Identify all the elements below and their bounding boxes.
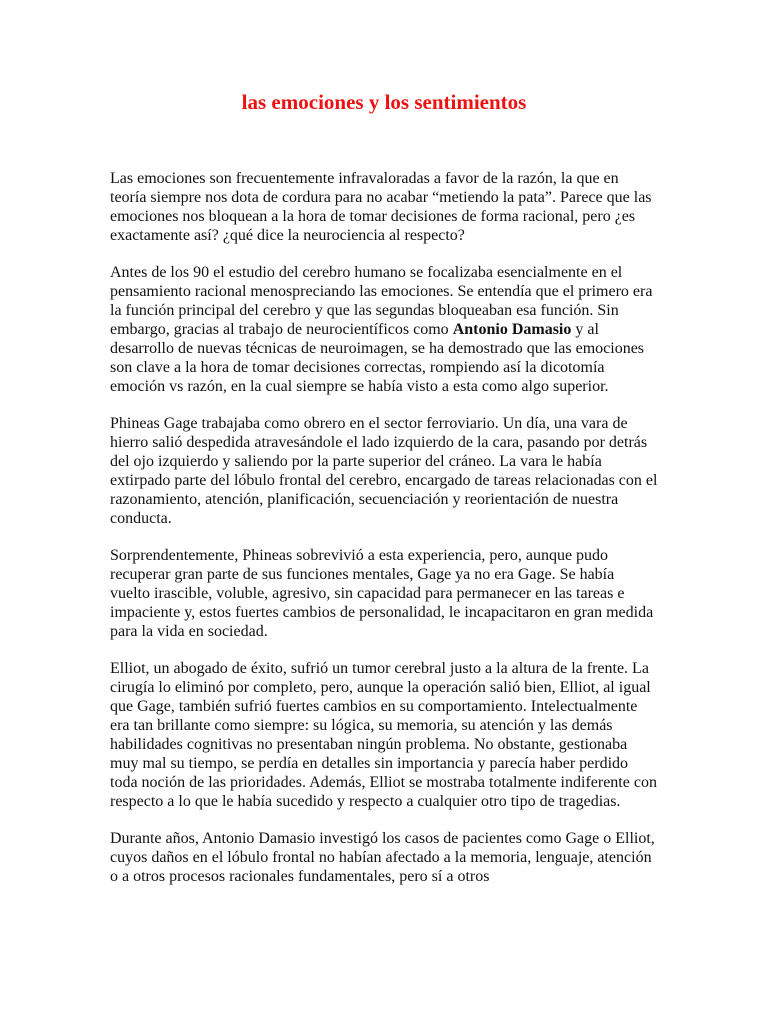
author-name-bold: Antonio Damasio <box>452 321 572 338</box>
paragraph-damasio-text-after: y al desarrollo de nuevas técnicas de neuroimagen, se ha demostrado que las emociones son clave a la hora de tomar decisiones correctas, rompiendo así la dicotomía emoción vs razón, en la cual siempre se había visto a esta como algo superior. <box>110 321 645 395</box>
paragraph-intro: Las emociones son frecuentemente infravaloradas a favor de la razón, la que en teoría siempre nos dota de cordura para no acabar “metiendo la pata”. Parece que las emociones nos bloquean a la hora de tomar decisiones de forma racional, pero ¿es exactamente así? ¿qué dice la neurociencia al respecto? <box>110 170 652 244</box>
paragraph-phineas-gage: Phineas Gage trabajaba como obrero en el sector ferroviario. Un día, una vara de hierro salió despedida atravesándole el lado izquierdo de la cara, pasando por detrás del ojo izquierdo y saliendo por la parte superior del cráneo. La vara le había extirpado parte del lóbulo frontal del cerebro, encargado de tareas relacionadas con el razonamiento, atención, planificación, secuenciación y reorientación de nuestra conducta. <box>110 415 658 527</box>
document-body <box>110 169 658 904</box>
paragraph-damasio-text-before: Antes de los 90 el estudio del cerebro humano se focalizaba esencialmente en el pensamiento racional menospreciando las emociones. Se entendía que el primero era la función principal del cerebro y que las segundas bloqueaban esa función. Sin embargo, gracias al trabajo de neurocientíficos como <box>110 264 653 338</box>
paragraph-damasio-research: Durante años, Antonio Damasio investigó los casos de pacientes como Gage o Elliot, cuyos daños en el lóbulo frontal no habían afectado a la memoria, lenguaje, atención o a otros procesos racionales fundamentales, pero sí a otros <box>110 830 655 885</box>
document-title: las emociones y los sentimientos <box>241 90 527 114</box>
paragraph-elliot: Elliot, un abogado de éxito, sufrió un tumor cerebral justo a la altura de la frente. La cirugía lo eliminó por completo, pero, aunque la operación salió bien, Elliot, al igual que Gage, también sufrió fuertes cambios en su comportamiento. Intelectualmente era tan brillante como siempre: su lógica, su memoria, su atención y las demás habilidades cognitivas no presentaban ningún problema. No obstante, gestionaba muy mal su tiempo, se perdía en detalles sin importancia y parecía haber perdido toda noción de las prioridades. Además, Elliot se mostraba totalmente indiferente con respecto a lo que le había sucedido y respecto a cualquier otro tipo de tragedias. <box>110 660 657 810</box>
paragraph-phineas-survival: Sorprendentemente, Phineas sobrevivió a esta experiencia, pero, aunque pudo recuperar gran parte de sus funciones mentales, Gage ya no era Gage. Se había vuelto irascible, voluble, agresivo, sin capacidad para permanecer en las tareas e impaciente y, estos fuertes cambios de personalidad, le incapacitaron en gran medida para la vida en sociedad. <box>110 547 654 640</box>
paragraph-damasio <box>110 263 658 396</box>
